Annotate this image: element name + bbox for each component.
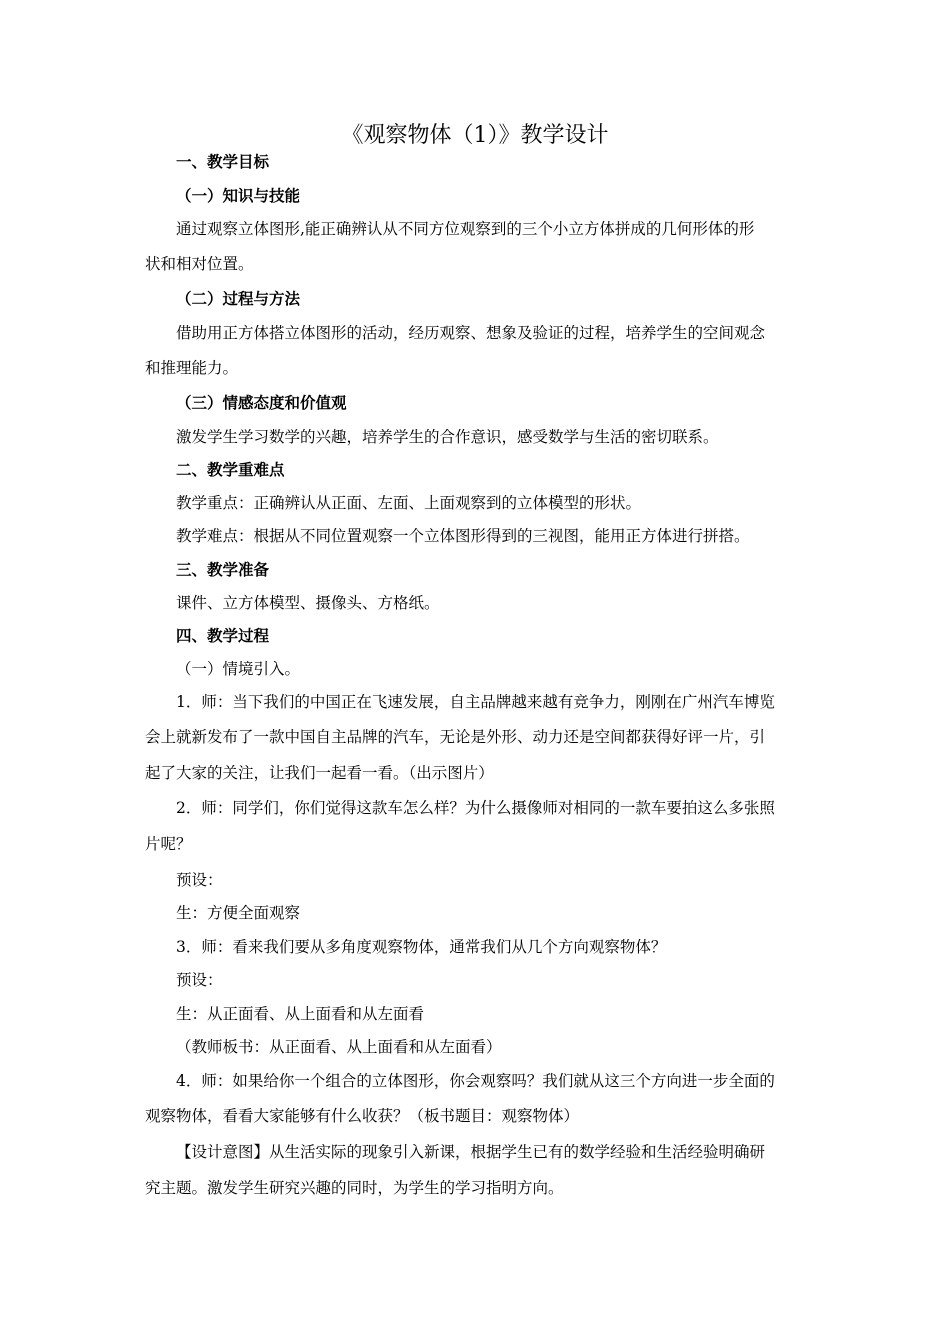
paragraph-line: 状和相对位置。	[145, 255, 254, 273]
paragraph-line: 预设：	[176, 971, 223, 989]
subheading-knowledge-skills: （一）知识与技能	[176, 187, 301, 205]
paragraph-line: 3．师：看来我们要从多角度观察物体，通常我们从几个方向观察物体？	[176, 938, 667, 956]
paragraph-line: 会上就新发布了一款中国自主品牌的汽车，无论是外形、动力还是空间都获得好评一片，引	[145, 728, 766, 746]
paragraph-line: 通过观察立体图形,能正确辨认从不同方位观察到的三个小立方体拼成的几何形体的形	[176, 220, 755, 238]
document-title: 《观察物体（1）》教学设计	[341, 123, 609, 148]
paragraph-line: （教师板书：从正面看、从上面看和从左面看）	[176, 1038, 502, 1056]
heading-teaching-goals: 一、教学目标	[176, 153, 270, 171]
heading-teaching-process: 四、教学过程	[176, 627, 270, 645]
subheading-attitude-values: （三）情感态度和价值观	[176, 394, 347, 412]
paragraph-line: 预设：	[176, 871, 223, 889]
paragraph-line: 课件、立方体模型、摄像头、方格纸。	[176, 594, 440, 612]
paragraph-line: 激发学生学习数学的兴趣，培养学生的合作意识，感受数学与生活的密切联系。	[176, 428, 719, 446]
paragraph-line: 片呢？	[145, 835, 192, 853]
paragraph-line: 教学难点：根据从不同位置观察一个立体图形得到的三视图，能用正方体进行拼搭。	[176, 527, 750, 545]
paragraph-line: 和推理能力。	[145, 359, 239, 377]
paragraph-line: 借助用正方体搭立体图形的活动，经历观察、想象及验证的过程，培养学生的空间观念	[176, 324, 766, 342]
paragraph-line: 【设计意图】从生活实际的现象引入新课，根据学生已有的数学经验和生活经验明确研	[176, 1143, 766, 1161]
heading-teaching-preparation: 三、教学准备	[176, 561, 270, 579]
heading-key-difficult-points: 二、教学重难点	[176, 461, 285, 479]
paragraph-line: 起了大家的关注，让我们一起看一看。（出示图片）	[145, 764, 494, 782]
paragraph-line: 观察物体，看看大家能够有什么收获？（板书题目：观察物体）	[145, 1107, 580, 1125]
paragraph-line: 生：方便全面观察	[176, 904, 301, 922]
paragraph-line: 生：从正面看、从上面看和从左面看	[176, 1005, 425, 1023]
paragraph-line: 究主题。激发学生研究兴趣的同时，为学生的学习指明方向。	[145, 1179, 564, 1197]
paragraph-line: 2．师：同学们，你们觉得这款车怎么样？为什么摄像师对相同的一款车要拍这么多张照	[176, 799, 775, 817]
paragraph-line: 4．师：如果给你一个组合的立体图形，你会观察吗？我们就从这三个方向进一步全面的	[176, 1072, 775, 1090]
paragraph-line: 1．师：当下我们的中国正在飞速发展，自主品牌越来越有竞争力，刚刚在广州汽车博览	[176, 693, 775, 711]
subheading-process-method: （二）过程与方法	[176, 290, 301, 308]
paragraph-line: （一）情境引入。	[176, 660, 301, 678]
paragraph-line: 教学重点：正确辨认从正面、左面、上面观察到的立体模型的形状。	[176, 494, 642, 512]
